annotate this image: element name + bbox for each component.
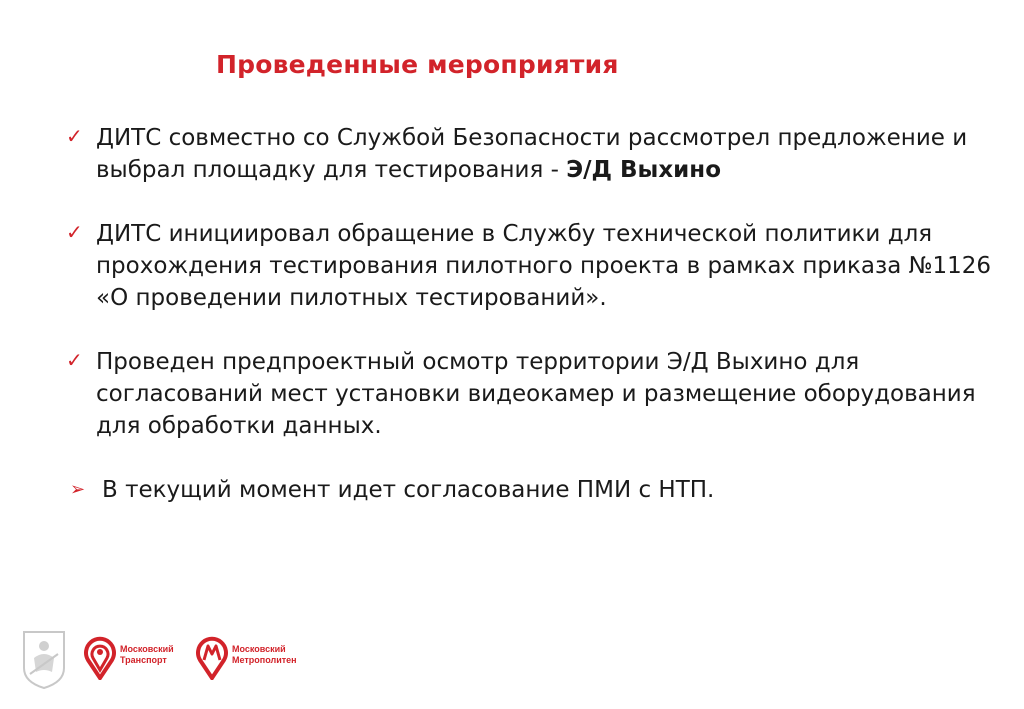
metro-logo-text [232,644,297,666]
check-icon: ✓ [66,220,83,244]
moscow-metro-logo [194,636,354,684]
list-item-text: ДИТС инициировал обращение в Службу технической политики для прохождения тестирования пилотного проекта в рамках приказа №1126 «О проведении пилотных тестирований». [96,221,992,311]
list-item-text-regular: ДИТС совместно со Службой Безопасности рассмотрел предложение и выбрал площадку для тестирования - [96,125,968,183]
metro-logo-line2: Метрополитен [232,655,297,665]
transport-logo-text [120,644,174,666]
list-item-text-bold: Э/Д Выхино [566,157,721,183]
bullet-list [62,122,1002,538]
list-item [62,346,1002,442]
moscow-coat-of-arms-icon [20,628,68,690]
arrow-bullet-icon: ➢ [70,479,86,500]
list-item-text: Проведен предпроектный осмотр территории Э/Д Выхино для согласований мест установки видеокамер и размещение оборудования для обработки данных. [96,349,976,439]
list-item-text [96,122,1002,186]
list-item [62,218,1002,314]
slide-title: Проведенные мероприятия [216,50,619,79]
metro-logo-line1: Московский [232,644,286,654]
transport-logo-line1: Московский [120,644,174,654]
transport-logo-line2: Транспорт [120,655,167,665]
list-item [62,122,1002,186]
metro-logo-icon [194,636,230,680]
check-icon: ✓ [66,124,83,148]
list-item-text: В текущий момент идет согласование ПМИ с НТП. [102,477,715,503]
list-item [62,474,1002,506]
footer-logos [16,620,336,690]
check-icon: ✓ [66,348,83,372]
transport-logo-icon [82,636,118,680]
